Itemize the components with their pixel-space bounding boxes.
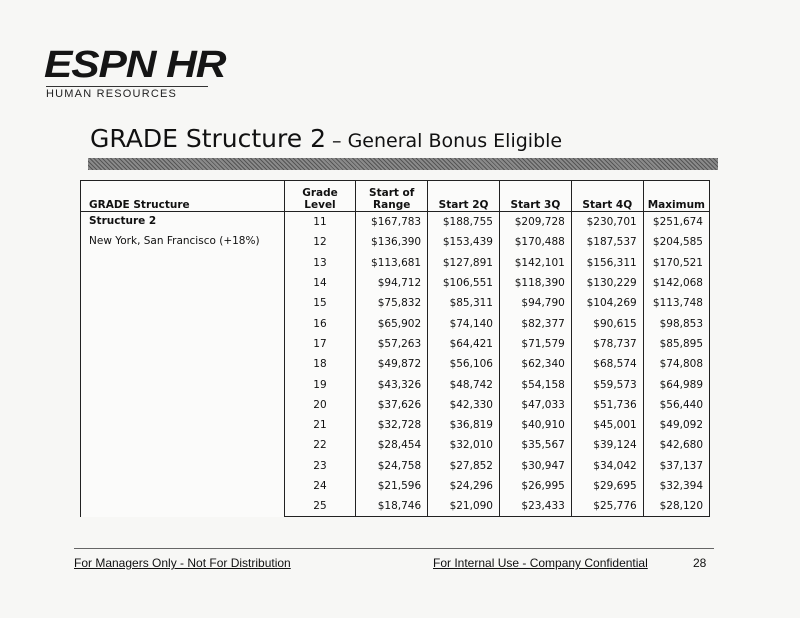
- maximum-cell: $170,521: [643, 253, 709, 273]
- start-of-range-cell: $28,454: [356, 435, 428, 455]
- footer-right-notice: For Internal Use - Company Confidential: [433, 556, 648, 570]
- grade-level-cell: 19: [284, 374, 356, 394]
- table-header-row: [81, 181, 710, 212]
- start-of-range-cell: $75,832: [356, 293, 428, 313]
- header-grade-level: Grade Level: [284, 181, 356, 212]
- start-2q-cell: $153,439: [428, 232, 500, 252]
- start-4q-cell: $187,537: [571, 232, 643, 252]
- maximum-cell: $42,680: [643, 435, 709, 455]
- start-2q-cell: $74,140: [428, 313, 500, 333]
- start-3q-cell: $47,033: [499, 395, 571, 415]
- start-4q-cell: $45,001: [571, 415, 643, 435]
- maximum-cell: $28,120: [643, 496, 709, 517]
- header-maximum: Maximum: [643, 181, 709, 212]
- structure-location: New York, San Francisco (+18%): [89, 235, 260, 247]
- start-3q-cell: $71,579: [499, 334, 571, 354]
- start-of-range-cell: $94,712: [356, 273, 428, 293]
- maximum-cell: $98,853: [643, 313, 709, 333]
- header-start-2q: Start 2Q: [428, 181, 500, 212]
- maximum-cell: $37,137: [643, 456, 709, 476]
- start-4q-cell: $156,311: [571, 253, 643, 273]
- start-of-range-cell: $21,596: [356, 476, 428, 496]
- start-of-range-cell: $32,728: [356, 415, 428, 435]
- grade-level-cell: 21: [284, 415, 356, 435]
- start-3q-cell: $35,567: [499, 435, 571, 455]
- table-body: [81, 212, 710, 517]
- maximum-cell: $64,989: [643, 374, 709, 394]
- start-4q-cell: $39,124: [571, 435, 643, 455]
- header-start-3q: Start 3Q: [499, 181, 571, 212]
- start-3q-cell: $142,101: [499, 253, 571, 273]
- grade-level-cell: 23: [284, 456, 356, 476]
- start-2q-cell: $64,421: [428, 334, 500, 354]
- start-of-range-cell: $43,326: [356, 374, 428, 394]
- grade-level-cell: 12: [284, 232, 356, 252]
- start-2q-cell: $32,010: [428, 435, 500, 455]
- start-2q-cell: $85,311: [428, 293, 500, 313]
- header-grade-structure: GRADE Structure: [81, 181, 285, 212]
- maximum-cell: $49,092: [643, 415, 709, 435]
- start-3q-cell: $62,340: [499, 354, 571, 374]
- start-of-range-cell: $65,902: [356, 313, 428, 333]
- start-of-range-cell: $24,758: [356, 456, 428, 476]
- page-title-main: GRADE Structure 2: [90, 124, 326, 153]
- start-4q-cell: $25,776: [571, 496, 643, 517]
- start-2q-cell: $48,742: [428, 374, 500, 394]
- start-4q-cell: $59,573: [571, 374, 643, 394]
- start-4q-cell: $90,615: [571, 313, 643, 333]
- start-2q-cell: $42,330: [428, 395, 500, 415]
- header-start-of-range: Start of Range: [356, 181, 428, 212]
- start-4q-cell: $51,736: [571, 395, 643, 415]
- grade-level-cell: 13: [284, 253, 356, 273]
- page-title: [90, 124, 562, 153]
- start-3q-cell: $118,390: [499, 273, 571, 293]
- logo-divider: [46, 86, 208, 87]
- start-2q-cell: $24,296: [428, 476, 500, 496]
- start-of-range-cell: $167,783: [356, 212, 428, 233]
- header-start-4q: Start 4Q: [571, 181, 643, 212]
- start-4q-cell: $104,269: [571, 293, 643, 313]
- start-4q-cell: $34,042: [571, 456, 643, 476]
- maximum-cell: $251,674: [643, 212, 709, 233]
- start-3q-cell: $170,488: [499, 232, 571, 252]
- page-number: 28: [693, 556, 707, 570]
- page-title-subtitle: – General Bonus Eligible: [325, 130, 563, 152]
- start-of-range-cell: $113,681: [356, 253, 428, 273]
- grade-structure-table: [80, 180, 710, 517]
- grade-level-cell: 20: [284, 395, 356, 415]
- start-2q-cell: $27,852: [428, 456, 500, 476]
- start-of-range-cell: $136,390: [356, 232, 428, 252]
- grade-level-cell: 24: [284, 476, 356, 496]
- structure-description-cell: [81, 212, 285, 517]
- maximum-cell: $142,068: [643, 273, 709, 293]
- grade-level-cell: 25: [284, 496, 356, 517]
- start-4q-cell: $29,695: [571, 476, 643, 496]
- grade-level-cell: 11: [284, 212, 356, 233]
- start-3q-cell: $94,790: [499, 293, 571, 313]
- grade-level-cell: 22: [284, 435, 356, 455]
- grade-level-cell: 14: [284, 273, 356, 293]
- start-2q-cell: $21,090: [428, 496, 500, 517]
- espn-hr-logo: [38, 40, 226, 102]
- structure-name: Structure 2: [89, 215, 157, 227]
- start-4q-cell: $130,229: [571, 273, 643, 293]
- start-2q-cell: $36,819: [428, 415, 500, 435]
- footer-left-notice: For Managers Only - Not For Distribution: [74, 556, 291, 570]
- start-3q-cell: $30,947: [499, 456, 571, 476]
- grade-level-cell: 17: [284, 334, 356, 354]
- start-3q-cell: $23,433: [499, 496, 571, 517]
- grade-level-cell: 16: [284, 313, 356, 333]
- maximum-cell: $56,440: [643, 395, 709, 415]
- start-4q-cell: $78,737: [571, 334, 643, 354]
- start-3q-cell: $82,377: [499, 313, 571, 333]
- start-of-range-cell: $18,746: [356, 496, 428, 517]
- start-of-range-cell: $37,626: [356, 395, 428, 415]
- start-3q-cell: $54,158: [499, 374, 571, 394]
- start-of-range-cell: $49,872: [356, 354, 428, 374]
- grade-level-cell: 15: [284, 293, 356, 313]
- grade-level-cell: 18: [284, 354, 356, 374]
- start-2q-cell: $56,106: [428, 354, 500, 374]
- title-underline-bar: [88, 158, 718, 170]
- start-3q-cell: $209,728: [499, 212, 571, 233]
- start-2q-cell: $188,755: [428, 212, 500, 233]
- maximum-cell: $74,808: [643, 354, 709, 374]
- start-4q-cell: $230,701: [571, 212, 643, 233]
- start-3q-cell: $26,995: [499, 476, 571, 496]
- footer-divider: [74, 548, 714, 549]
- start-2q-cell: $106,551: [428, 273, 500, 293]
- start-2q-cell: $127,891: [428, 253, 500, 273]
- maximum-cell: $32,394: [643, 476, 709, 496]
- start-of-range-cell: $57,263: [356, 334, 428, 354]
- maximum-cell: $204,585: [643, 232, 709, 252]
- start-4q-cell: $68,574: [571, 354, 643, 374]
- table-row: [81, 212, 710, 233]
- maximum-cell: $85,895: [643, 334, 709, 354]
- logo-subtitle: HUMAN RESOURCES: [46, 88, 178, 100]
- start-3q-cell: $40,910: [499, 415, 571, 435]
- maximum-cell: $113,748: [643, 293, 709, 313]
- logo-wordmark: ESPN HR: [44, 44, 226, 86]
